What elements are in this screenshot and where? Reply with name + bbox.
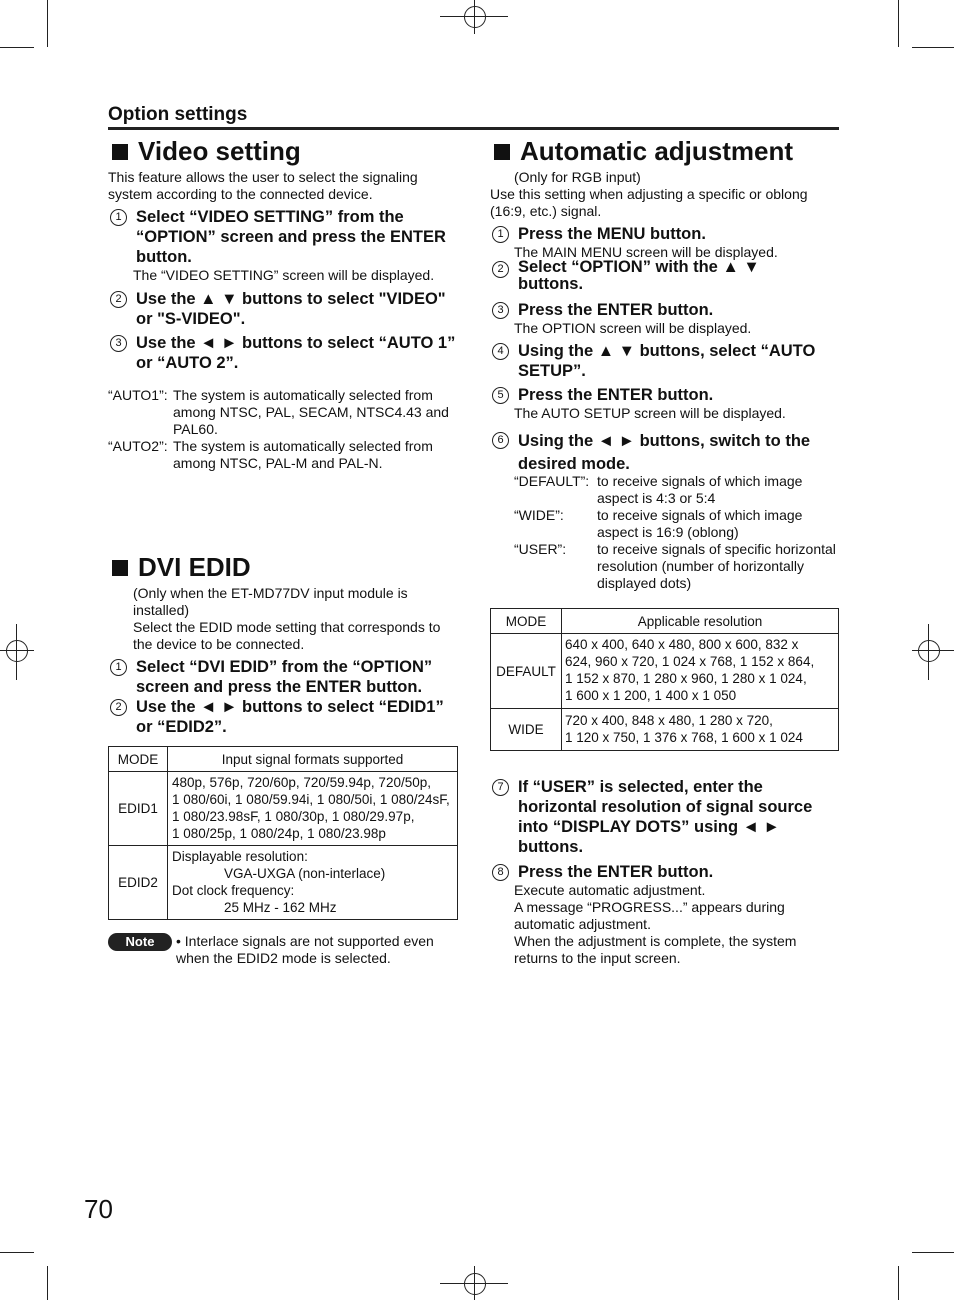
video-step-3: 3 Use the ◄ ► buttons to select “AUTO 1” or “AUTO 2”. — [110, 333, 460, 373]
auto-step-8: 8 Press the ENTER button. Execute automatic adjustment. A message “PROGRESS...” appears during automatic adjustment. When the adjustment is complete, the system returns to the input screen. — [492, 862, 832, 967]
video-step-1: 1 Select “VIDEO SETTING” from the “OPTION” screen and press the ENTER button. The “VIDEO SETTING” screen will be displayed. — [110, 207, 460, 284]
auto-step-1: 1 Press the MENU button. The MAIN MENU screen will be displayed. — [492, 224, 837, 261]
page-number: 70 — [84, 1194, 113, 1224]
dvi-edid-heading: DVI EDID — [112, 552, 251, 583]
definition-auto2: “AUTO2”: The system is automatically selected from among NTSC, PAL-M and PAL-N. — [108, 438, 433, 471]
crop-mark — [912, 1252, 954, 1253]
video-setting-heading: Video setting — [112, 136, 301, 167]
section-rule — [108, 127, 839, 130]
square-bullet-icon — [494, 144, 510, 160]
definition-auto1: “AUTO1”: The system is automatically selected from among NTSC, PAL, SECAM, NTSC4.43 and PAL60. — [108, 387, 449, 437]
edid-table — [108, 746, 458, 920]
table-header-row: MODE Applicable resolution — [491, 609, 839, 634]
table-row: WIDE 720 x 400, 848 x 480, 1 280 x 720, 1 120 x 750, 1 376 x 768, 1 600 x 1 024 — [491, 709, 839, 751]
resolution-table — [490, 608, 839, 751]
table-row: EDID2 Displayable resolution: VGA-UXGA (non-interlace) Dot clock frequency: 25 MHz - 162 MHz — [109, 846, 458, 920]
section-label: Option settings — [108, 104, 248, 125]
square-bullet-icon — [112, 560, 128, 576]
dvi-step-2: 2 Use the ◄ ► buttons to select “EDID1” or “EDID2”. — [110, 697, 460, 737]
crop-mark — [898, 0, 899, 47]
auto-step-5: 5 Press the ENTER button. The AUTO SETUP screen will be displayed. — [492, 385, 837, 422]
auto-step-4: 4 Using the ▲ ▼ buttons, select “AUTO SETUP”. — [492, 341, 837, 381]
square-bullet-icon — [112, 144, 128, 160]
note-text: • Interlace signals are not supported even when the EDID2 mode is selected. — [176, 933, 434, 966]
auto-definitions — [108, 387, 460, 472]
crop-mark — [0, 47, 34, 48]
note-badge: Note — [108, 933, 172, 951]
video-intro: This feature allows the user to select the signaling system according to the connected device. — [108, 169, 418, 202]
dvi-step-1: 1 Select “DVI EDID” from the “OPTION” screen and press the ENTER button. — [110, 657, 460, 697]
mode-user: “USER”: to receive signals of specific horizontal resolution (number of horizontally displayed dots) — [514, 541, 836, 591]
crop-mark — [898, 1266, 899, 1300]
auto-intro-2: Use this setting when adjusting a specific or oblong (16:9, etc.) signal. — [490, 186, 808, 219]
crop-mark — [47, 1266, 48, 1300]
auto-step-3: 3 Press the ENTER button. The OPTION screen will be displayed. — [492, 300, 837, 337]
crop-mark — [47, 0, 48, 47]
table-header-row: MODE Input signal formats supported — [109, 747, 458, 772]
auto-step-6: 6 Using the ◄ ► buttons, switch to the desired mode. — [492, 430, 837, 476]
table-row: DEFAULT 640 x 400, 640 x 480, 800 x 600, 832 x 624, 960 x 720, 1 024 x 768, 1 152 x 864, 1 152 x 870, 1 280 x 960, 1 280 x 1 024, 1 600 x 1 200, 1 400 x 1 050 — [491, 634, 839, 709]
auto-step-2: 2 Select “OPTION” with the ▲ ▼ buttons. — [492, 259, 792, 293]
mode-definitions — [514, 473, 839, 592]
automatic-adjustment-heading: Automatic adjustment — [494, 136, 793, 167]
crop-mark — [0, 1252, 34, 1253]
dvi-intro: (Only when the ET-MD77DV input module is installed) Select the EDID mode setting that corresponds to the device to be connected. — [133, 585, 441, 652]
auto-step-7: 7 If “USER” is selected, enter the horizontal resolution of signal source into “DISPLAY DOTS” using ◄ ► buttons. — [492, 777, 832, 857]
auto-intro-1: (Only for RGB input) — [514, 169, 641, 185]
crop-mark — [912, 47, 954, 48]
mode-default: “DEFAULT”: to receive signals of which image aspect is 4:3 or 5:4 — [514, 473, 803, 506]
mode-wide: “WIDE”: to receive signals of which image aspect is 16:9 (oblong) — [514, 507, 803, 540]
video-step-2: 2 Use the ▲ ▼ buttons to select "VIDEO" or "S-VIDEO". — [110, 289, 460, 329]
table-row: EDID1 480p, 576p, 720/60p, 720/59.94p, 720/50p, 1 080/60i, 1 080/59.94i, 1 080/50i, 1 080/24sF, 1 080/23.98sF, 1 080/30p, 1 080/29.97p, 1 080/25p, 1 080/24p, 1 080/23.98p — [109, 772, 458, 846]
